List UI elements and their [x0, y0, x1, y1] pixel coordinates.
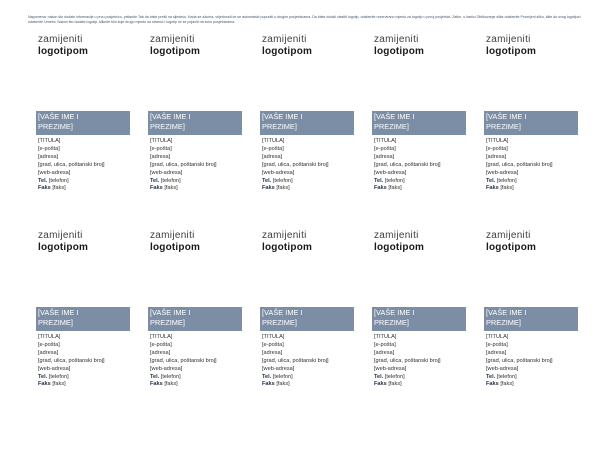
fax-value: [faks]	[388, 381, 402, 388]
email-field: [e-pošta]	[374, 145, 396, 152]
fax-value: [faks]	[500, 185, 514, 192]
name-banner[interactable]	[372, 111, 466, 135]
logo-text-line1: zamijeniti	[262, 34, 307, 45]
web-field: [web-adresa]	[486, 365, 519, 372]
name-line2: PREZIME]	[150, 318, 185, 327]
address-field: [adresa]	[486, 153, 507, 160]
fax-label: Faks	[38, 185, 51, 192]
name-line1: [VAŠE IME I	[486, 308, 527, 317]
address-field: [adresa]	[150, 153, 171, 160]
logo-text-line1: zamijeniti	[262, 230, 307, 241]
email-field: [e-pošta]	[150, 145, 172, 152]
phone-row	[150, 178, 217, 186]
contact-details[interactable]	[38, 138, 105, 193]
fax-row	[38, 381, 105, 389]
address-field: [adresa]	[38, 153, 59, 160]
address-field: [adresa]	[38, 349, 59, 356]
logo-text-line2: logotipom	[38, 242, 89, 253]
logo-text-line2: logotipom	[486, 46, 537, 57]
name-line2: PREZIME]	[150, 122, 185, 131]
fax-value: [faks]	[164, 381, 178, 388]
business-card[interactable]	[260, 230, 356, 410]
name-line2: PREZIME]	[38, 318, 73, 327]
instruction-note: Napomena: nakon što dodate informacije u prvu posjetnicu, pritisnite Tab da biste prešli na sljedeću. Kada se ažurira, vrijednosti će se automatski popuniti u drugim posjetnicama. Da biste dodali vlastiti logotip, odaberite rezervirano mjesto za logotip u prvoj posjetnici. Zatim, u kartici Oblikovanje slike odaberite Promijeni sliku, idite do svog logotipa i odaberite Umetni. Nakon što dodate logotip, kliknite bilo koje drugo mjesto na stranici i logotip će se pojaviti na svim posjetnicama.	[28, 15, 582, 25]
title-field: [TITULA]	[38, 334, 61, 340]
phone-label: Tel.	[150, 177, 160, 184]
name-line1: [VAŠE IME I	[374, 112, 415, 121]
logo-text-line2: logotipom	[262, 46, 313, 57]
address-field: [adresa]	[262, 349, 283, 356]
city-field: [grad, ulica, poštanski broj]	[374, 161, 441, 168]
name-line1: [VAŠE IME I	[262, 308, 303, 317]
phone-row	[486, 374, 553, 382]
fax-row	[486, 381, 553, 389]
fax-label: Faks	[150, 381, 163, 388]
fax-label: Faks	[262, 381, 275, 388]
web-field: [web-adresa]	[486, 169, 519, 176]
fax-value: [faks]	[164, 185, 178, 192]
contact-details[interactable]	[374, 334, 441, 389]
phone-row	[38, 374, 105, 382]
name-line2: PREZIME]	[486, 318, 521, 327]
email-field: [e-pošta]	[262, 145, 284, 152]
title-field: [TITULA]	[262, 334, 285, 340]
name-banner[interactable]	[484, 307, 578, 331]
fax-row	[486, 185, 553, 193]
logo-text-line2: logotipom	[486, 242, 537, 253]
logo-placeholder[interactable]	[262, 230, 312, 254]
fax-value: [faks]	[52, 381, 66, 388]
address-field: [adresa]	[374, 349, 395, 356]
fax-value: [faks]	[276, 185, 290, 192]
email-field: [e-pošta]	[486, 145, 508, 152]
city-field: [grad, ulica, poštanski broj]	[38, 161, 105, 168]
phone-label: Tel.	[374, 373, 384, 380]
name-line1: [VAŠE IME I	[38, 308, 79, 317]
fax-value: [faks]	[52, 185, 66, 192]
fax-row	[150, 381, 217, 389]
name-line1: [VAŠE IME I	[38, 112, 79, 121]
logo-text-line1: zamijeniti	[486, 230, 531, 241]
contact-details[interactable]	[262, 334, 329, 389]
phone-label: Tel.	[38, 373, 48, 380]
phone-value: [telefon]	[384, 373, 405, 380]
fax-value: [faks]	[276, 381, 290, 388]
fax-label: Faks	[374, 381, 387, 388]
name-line1: [VAŠE IME I	[150, 112, 191, 121]
business-card[interactable]	[36, 230, 132, 410]
business-card[interactable]	[148, 230, 244, 410]
city-field: [grad, ulica, poštanski broj]	[150, 357, 217, 364]
name-line2: PREZIME]	[374, 122, 409, 131]
email-field: [e-pošta]	[150, 341, 172, 348]
logo-placeholder[interactable]	[150, 230, 200, 254]
phone-row	[150, 374, 217, 382]
contact-details[interactable]	[150, 138, 217, 193]
fax-label: Faks	[38, 381, 51, 388]
logo-text-line1: zamijeniti	[374, 34, 419, 45]
city-field: [grad, ulica, poštanski broj]	[486, 357, 553, 364]
web-field: [web-adresa]	[262, 169, 295, 176]
name-banner[interactable]	[484, 111, 578, 135]
phone-value: [telefon]	[272, 373, 293, 380]
logo-text-line2: logotipom	[38, 46, 89, 57]
phone-value: [telefon]	[496, 177, 517, 184]
name-line2: PREZIME]	[262, 122, 297, 131]
city-field: [grad, ulica, poštanski broj]	[38, 357, 105, 364]
title-field: [TITULA]	[38, 138, 61, 144]
phone-value: [telefon]	[160, 373, 181, 380]
logo-text-line2: logotipom	[150, 242, 201, 253]
web-field: [web-adresa]	[262, 365, 295, 372]
business-card[interactable]	[372, 230, 468, 410]
name-line2: PREZIME]	[486, 122, 521, 131]
fax-value: [faks]	[500, 381, 514, 388]
web-field: [web-adresa]	[150, 365, 183, 372]
phone-row	[38, 178, 105, 186]
phone-value: [telefon]	[160, 177, 181, 184]
business-card[interactable]	[148, 34, 244, 214]
fax-row	[150, 185, 217, 193]
title-field: [TITULA]	[262, 138, 285, 144]
address-field: [adresa]	[486, 349, 507, 356]
name-banner[interactable]	[36, 111, 130, 135]
contact-details[interactable]	[262, 138, 329, 193]
name-banner[interactable]	[36, 307, 130, 331]
business-card[interactable]	[484, 34, 580, 214]
contact-details[interactable]	[486, 138, 553, 193]
fax-label: Faks	[486, 185, 499, 192]
title-field: [TITULA]	[150, 334, 173, 340]
phone-value: [telefon]	[48, 177, 69, 184]
name-line1: [VAŠE IME I	[486, 112, 527, 121]
business-card[interactable]	[260, 34, 356, 214]
phone-label: Tel.	[486, 177, 496, 184]
fax-row	[262, 185, 329, 193]
phone-row	[262, 374, 329, 382]
contact-details[interactable]	[374, 138, 441, 193]
logo-placeholder[interactable]	[38, 230, 88, 254]
phone-row	[374, 374, 441, 382]
logo-text-line2: logotipom	[374, 242, 425, 253]
name-line1: [VAŠE IME I	[262, 112, 303, 121]
logo-placeholder[interactable]	[262, 34, 312, 58]
business-card[interactable]	[484, 230, 580, 410]
web-field: [web-adresa]	[38, 365, 71, 372]
email-field: [e-pošta]	[38, 341, 60, 348]
fax-label: Faks	[374, 185, 387, 192]
city-field: [grad, ulica, poštanski broj]	[150, 161, 217, 168]
logo-placeholder[interactable]	[374, 34, 424, 58]
address-field: [adresa]	[150, 349, 171, 356]
title-field: [TITULA]	[486, 334, 509, 340]
name-banner[interactable]	[372, 307, 466, 331]
city-field: [grad, ulica, poštanski broj]	[374, 357, 441, 364]
logo-placeholder[interactable]	[486, 34, 536, 58]
title-field: [TITULA]	[150, 138, 173, 144]
logo-text-line2: logotipom	[374, 46, 425, 57]
phone-label: Tel.	[486, 373, 496, 380]
fax-row	[374, 185, 441, 193]
email-field: [e-pošta]	[486, 341, 508, 348]
logo-placeholder[interactable]	[486, 230, 536, 254]
fax-label: Faks	[150, 185, 163, 192]
fax-label: Faks	[486, 381, 499, 388]
phone-value: [telefon]	[48, 373, 69, 380]
phone-value: [telefon]	[272, 177, 293, 184]
web-field: [web-adresa]	[374, 365, 407, 372]
logo-text-line2: logotipom	[150, 46, 201, 57]
web-field: [web-adresa]	[38, 169, 71, 176]
logo-text-line1: zamijeniti	[150, 34, 195, 45]
email-field: [e-pošta]	[374, 341, 396, 348]
fax-row	[262, 381, 329, 389]
fax-label: Faks	[262, 185, 275, 192]
logo-placeholder[interactable]	[38, 34, 88, 58]
email-field: [e-pošta]	[38, 145, 60, 152]
business-card[interactable]	[36, 34, 132, 214]
logo-text-line1: zamijeniti	[486, 34, 531, 45]
contact-details[interactable]	[486, 334, 553, 389]
phone-value: [telefon]	[384, 177, 405, 184]
title-field: [TITULA]	[486, 138, 509, 144]
address-field: [adresa]	[374, 153, 395, 160]
name-banner[interactable]	[148, 307, 242, 331]
phone-value: [telefon]	[496, 373, 517, 380]
web-field: [web-adresa]	[374, 169, 407, 176]
logo-text-line1: zamijeniti	[150, 230, 195, 241]
phone-label: Tel.	[38, 177, 48, 184]
logo-text-line1: zamijeniti	[38, 34, 83, 45]
contact-details[interactable]	[150, 334, 217, 389]
web-field: [web-adresa]	[150, 169, 183, 176]
name-line1: [VAŠE IME I	[150, 308, 191, 317]
fax-value: [faks]	[388, 185, 402, 192]
phone-row	[486, 178, 553, 186]
name-line2: PREZIME]	[262, 318, 297, 327]
address-field: [adresa]	[262, 153, 283, 160]
city-field: [grad, ulica, poštanski broj]	[262, 357, 329, 364]
phone-label: Tel.	[374, 177, 384, 184]
logo-text-line1: zamijeniti	[374, 230, 419, 241]
phone-label: Tel.	[262, 177, 272, 184]
city-field: [grad, ulica, poštanski broj]	[262, 161, 329, 168]
name-line2: PREZIME]	[374, 318, 409, 327]
business-card[interactable]	[372, 34, 468, 214]
title-field: [TITULA]	[374, 138, 397, 144]
name-line1: [VAŠE IME I	[374, 308, 415, 317]
city-field: [grad, ulica, poštanski broj]	[486, 161, 553, 168]
title-field: [TITULA]	[374, 334, 397, 340]
name-line2: PREZIME]	[38, 122, 73, 131]
logo-text-line2: logotipom	[262, 242, 313, 253]
phone-label: Tel.	[150, 373, 160, 380]
phone-row	[262, 178, 329, 186]
logo-text-line1: zamijeniti	[38, 230, 83, 241]
email-field: [e-pošta]	[262, 341, 284, 348]
logo-placeholder[interactable]	[150, 34, 200, 58]
name-banner[interactable]	[260, 111, 354, 135]
fax-row	[38, 185, 105, 193]
phone-row	[374, 178, 441, 186]
logo-placeholder[interactable]	[374, 230, 424, 254]
phone-label: Tel.	[262, 373, 272, 380]
name-banner[interactable]	[260, 307, 354, 331]
contact-details[interactable]	[38, 334, 105, 389]
fax-row	[374, 381, 441, 389]
name-banner[interactable]	[148, 111, 242, 135]
